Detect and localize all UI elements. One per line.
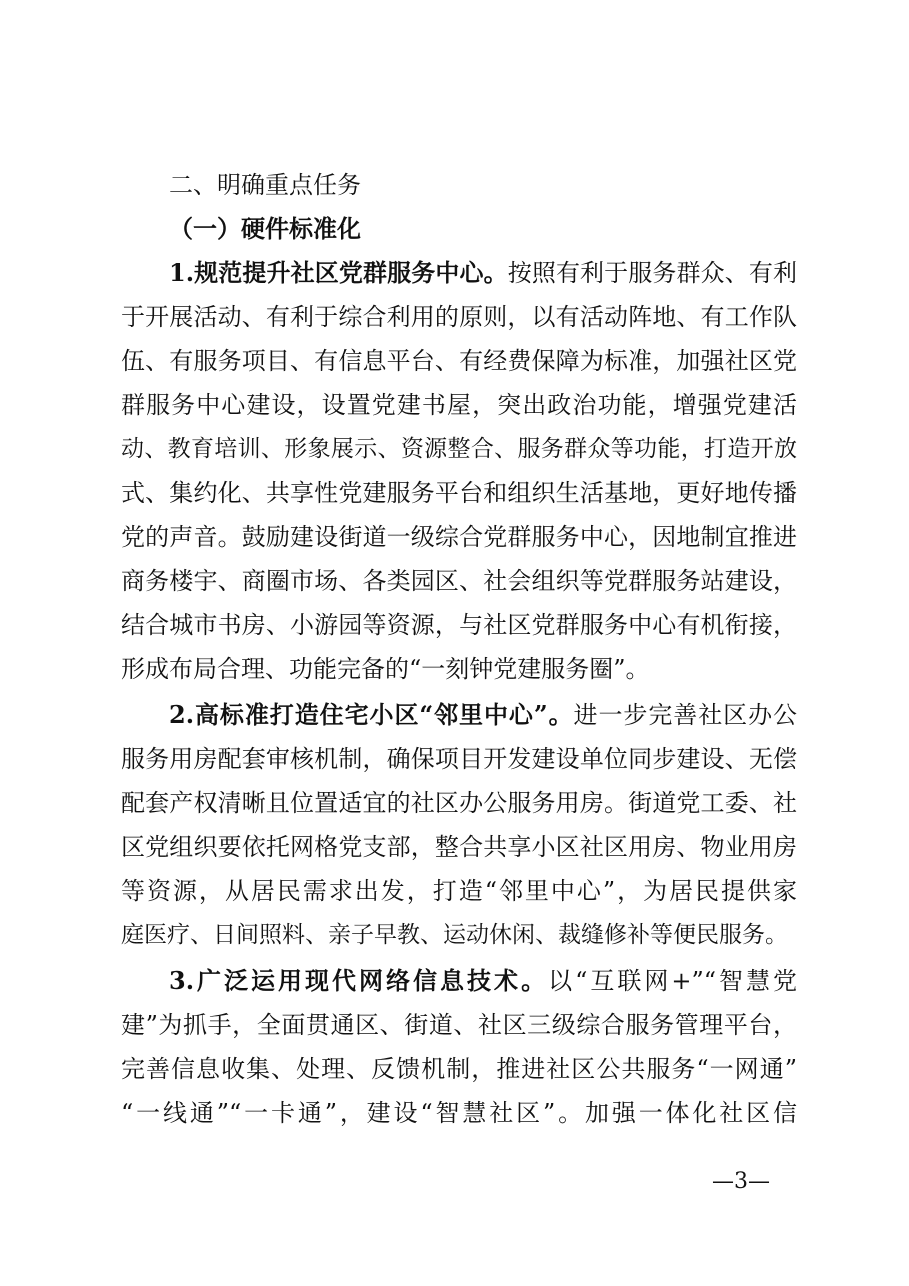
paragraph-3-first-line [169,964,797,998]
paragraph-3-title: 3.广泛运用现代网络信息技术。 [169,966,549,995]
paragraph-line: 伍、有服务项目、有信息平台、有经费保障为标准，加强社区党 [121,347,797,375]
paragraph-line: 于开展活动、有利于综合利用的原则，以有活动阵地、有工作队 [121,303,797,331]
subsection-heading: （一）硬件标准化 [169,214,361,243]
paragraph-1-first-line [169,256,797,290]
paragraph-line: 群服务中心建设，设置党建书屋，突出政治功能，增强党建活 [121,391,797,419]
paragraph-line: 区党组织要依托网格党支部，整合共享小区社区用房、物业用房 [121,833,797,861]
paragraph-1-title: 1.规范提升社区党群服务中心。 [169,258,508,287]
paragraph-2-text: 进一步完善社区办公 [573,701,797,729]
section-heading: 二、明确重点任务 [169,171,361,199]
paragraph-3-text: 以“互联网+”“智慧党 [548,967,797,995]
paragraph-line: 结合城市书房、小游园等资源，与社区党群服务中心有机衔接， [121,611,797,639]
paragraph-2-title: 2.高标准打造住宅小区“邻里中心”。 [169,700,574,729]
paragraph-line: 党的声音。鼓励建设街道一级综合党群服务中心，因地制宜推进 [121,523,797,551]
paragraph-line: 配套产权清晰且位置适宜的社区办公服务用房。街道党工委、社 [121,789,797,817]
paragraph-line: 动、教育培训、形象展示、资源整合、服务群众等功能，打造开放 [121,436,797,462]
paragraph-line: 建”为抓手，全面贯通区、街道、社区三级综合服务管理平台， [121,1011,797,1039]
paragraph-line: 等资源，从居民需求出发，打造“邻里中心”，为居民提供家 [121,877,797,905]
paragraph-line: “一线通”“一卡通”，建设“智慧社区”。加强一体化社区信 [121,1099,797,1127]
paragraph-2-first-line [169,698,797,732]
paragraph-line: 完善信息收集、处理、反馈机制，推进社区公共服务“一网通” [121,1055,797,1083]
page-number: —3— [712,1169,770,1194]
paragraph-line: 服务用房配套审核机制，确保项目开发建设单位同步建设、无偿 [121,745,797,773]
paragraph-line: 式、集约化、共享性党建服务平台和组织生活基地，更好地传播 [121,479,797,507]
paragraph-line: 庭医疗、日间照料、亲子早教、运动休闲、裁缝修补等便民服务。 [121,922,788,948]
paragraph-1-text: 按照有利于服务群众、有利 [507,259,797,287]
paragraph-line: 商务楼宇、商圈市场、各类园区、社会组织等党群服务站建设， [121,567,797,595]
paragraph-line: 形成布局合理、功能完备的“一刻钟党建服务圈”。 [121,655,650,683]
